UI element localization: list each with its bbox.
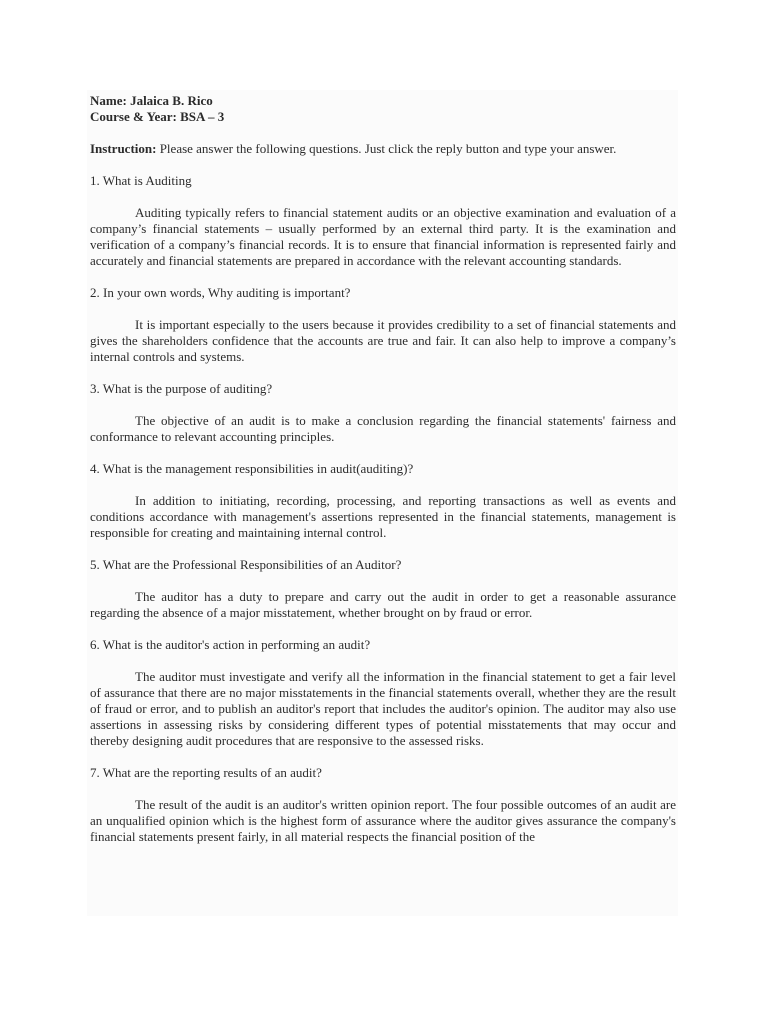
answer-7: The result of the audit is an auditor's written opinion report. The four possible outcomes of an audit are an unqualified opinion which is the highest form of assurance where the auditor gives assurance the company's financial statements present fairly, in all material respects the financial position of the (90, 797, 676, 844)
answer-6: The auditor must investigate and verify all the information in the financial statement to get a fair level of assurance that there are no major misstatements in the financial statements overall, whether they are the result of fraud or error, and to publish an auditor's report that includes the auditor's opinion. The auditor may also use assertions in assessing risks by considering different types of potential misstatements that may occur and thereby designing audit procedures that are responsive to the assessed risks. (90, 669, 676, 748)
question-7: 7. What are the reporting results of an audit? (90, 765, 322, 780)
instruction-text: Please answer the following questions. Just click the reply button and type your answer. (156, 141, 617, 156)
instruction (90, 141, 676, 157)
answer-5: The auditor has a duty to prepare and carry out the audit in order to get a reasonable assurance regarding the absence of a major misstatement, whether brought on by fraud or error. (90, 589, 676, 620)
student-name: Name: Jalaica B. Rico (90, 93, 213, 108)
answer-2: It is important especially to the users because it provides credibility to a set of financial statements and gives the shareholders confidence that the accounts are true and fair. It can also help to improve a company’s internal controls and systems. (90, 317, 676, 364)
question-1: 1. What is Auditing (90, 173, 192, 188)
course-year: Course & Year: BSA – 3 (90, 109, 225, 124)
question-6: 6. What is the auditor's action in performing an audit? (90, 637, 371, 652)
answer-1: Auditing typically refers to financial statement audits or an objective examination and evaluation of a company’s financial statements – usually performed by an external third party. It is the examination and verification of a company’s financial records. It is to ensure that financial information is represented fairly and accurately and financial statements are prepared in accordance with the relevant accounting standards. (90, 205, 676, 268)
question-3: 3. What is the purpose of auditing? (90, 381, 273, 396)
answer-4: In addition to initiating, recording, processing, and reporting transactions as well as events and conditions accordance with management's assertions represented in the financial statements, management is responsible for creating and maintaining internal control. (90, 493, 676, 540)
question-2: 2. In your own words, Why auditing is important? (90, 285, 351, 300)
question-5: 5. What are the Professional Responsibilities of an Auditor? (90, 557, 402, 572)
answer-3: The objective of an audit is to make a conclusion regarding the financial statements' fairness and conformance to relevant accounting principles. (90, 413, 676, 444)
document-content (90, 93, 676, 861)
document-sheet (87, 90, 678, 916)
instruction-label: Instruction: (90, 141, 157, 156)
question-4: 4. What is the management responsibilities in audit(auditing)? (90, 461, 414, 476)
